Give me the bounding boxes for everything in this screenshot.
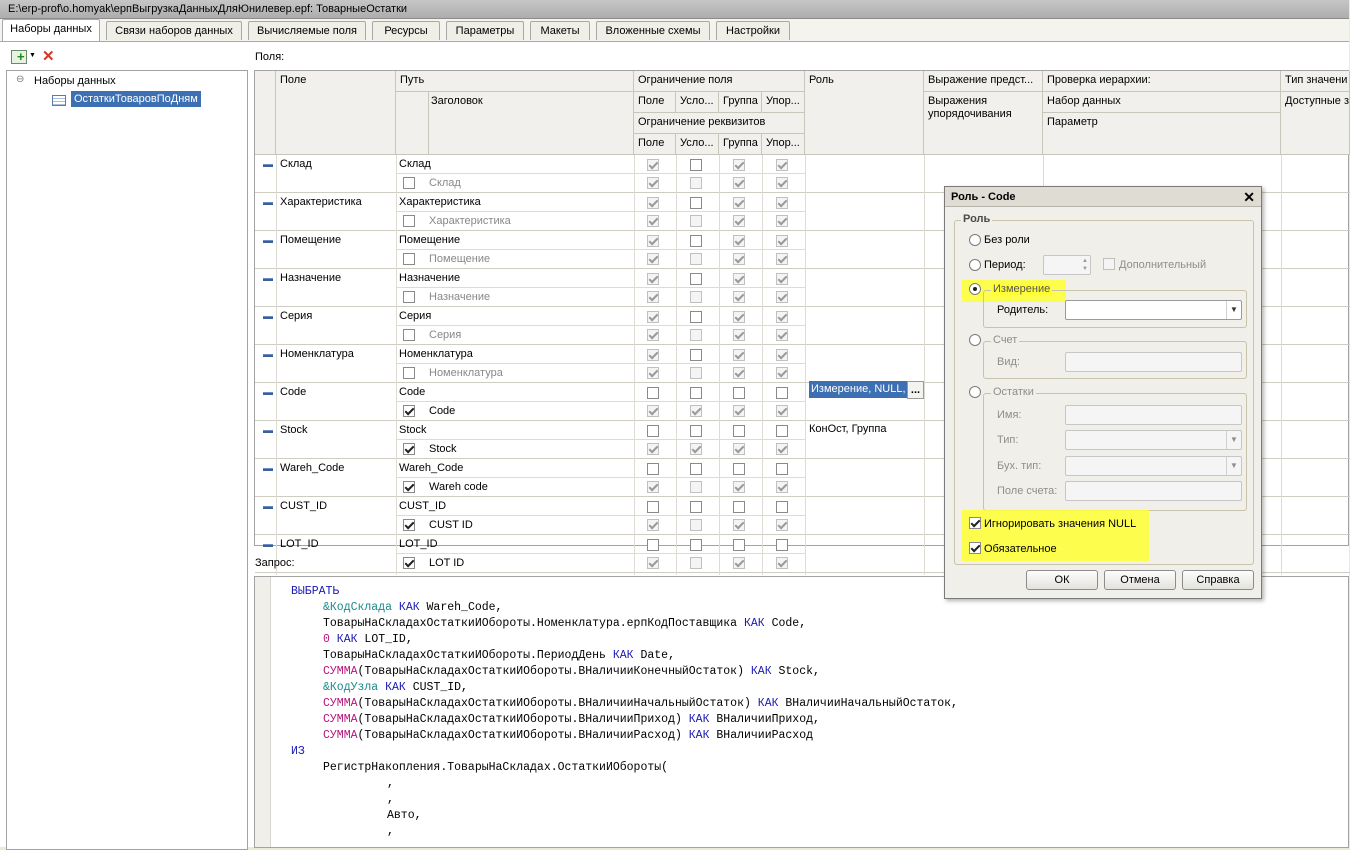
query-keyword: КАК <box>681 713 717 726</box>
attr-limit-checkbox[interactable] <box>690 557 702 569</box>
query-keyword: ИЗ <box>291 745 305 758</box>
add-dataset-icon[interactable]: + <box>11 50 27 64</box>
row-title-checkbox[interactable] <box>403 557 415 569</box>
close-icon[interactable]: ✕ <box>1243 189 1255 205</box>
attr-limit-checkbox[interactable] <box>647 519 659 531</box>
period-radio[interactable] <box>969 259 981 271</box>
attr-limit-checkbox[interactable] <box>690 177 702 189</box>
row-title-checkbox[interactable] <box>403 405 415 417</box>
limit-checkbox[interactable] <box>733 311 745 323</box>
attr-limit-checkbox[interactable] <box>690 291 702 303</box>
limit-checkbox[interactable] <box>733 501 745 513</box>
header-hier-set[interactable]: Набор данных <box>1043 92 1281 113</box>
header-attr-field[interactable]: Поле <box>634 134 676 155</box>
type-label: Тип: <box>997 434 1019 446</box>
column-divider <box>276 155 277 575</box>
row-field-icon <box>263 468 273 471</box>
row-field[interactable]: Помещение <box>280 234 342 246</box>
tab-settings[interactable]: Настройки <box>716 21 790 40</box>
attr-limit-checkbox[interactable] <box>776 291 788 303</box>
query-keyword: КАК <box>329 633 365 646</box>
column-divider <box>924 155 925 575</box>
limit-checkbox[interactable] <box>690 349 702 361</box>
row-title-checkbox[interactable] <box>403 215 415 227</box>
query-text: LOT_ID, <box>364 633 413 646</box>
limit-checkbox[interactable] <box>690 463 702 475</box>
subrow-divider <box>396 211 805 212</box>
account-radio[interactable] <box>969 334 981 346</box>
row-field-icon <box>263 506 273 509</box>
column-divider <box>762 155 763 575</box>
acc-field-label: Поле счета: <box>997 485 1058 497</box>
row-field[interactable]: Назначение <box>280 272 342 284</box>
limit-checkbox[interactable] <box>776 197 788 209</box>
header-limit-order[interactable]: Упор... <box>762 92 805 113</box>
row-field[interactable]: Характеристика <box>280 196 362 208</box>
tab-parameters[interactable]: Параметры <box>446 21 524 40</box>
row-title-checkbox[interactable] <box>403 367 415 379</box>
query-keyword: КАК <box>605 649 641 662</box>
query-function: СУММА <box>323 713 358 726</box>
limit-checkbox[interactable] <box>733 387 745 399</box>
ignore-null-checkbox[interactable] <box>969 517 981 529</box>
row-title-checkbox[interactable] <box>403 253 415 265</box>
row-path[interactable]: Помещение <box>399 234 461 246</box>
attr-limit-checkbox[interactable] <box>690 329 702 341</box>
row-title-checkbox[interactable] <box>403 443 415 455</box>
attr-limit-checkbox[interactable] <box>776 443 788 455</box>
limit-checkbox[interactable] <box>690 159 702 171</box>
limit-checkbox[interactable] <box>776 463 788 475</box>
attr-limit-checkbox[interactable] <box>647 443 659 455</box>
row-path[interactable]: Stock <box>399 424 427 436</box>
row-field-icon <box>263 354 273 357</box>
stepper-arrows-icon: ▲ ▼ <box>1082 258 1088 272</box>
query-text: РегистрНакопления.ТоварыНаСкладах.ОстаткиИОбороты( <box>323 761 669 774</box>
header-hier[interactable]: Проверка иерархии: <box>1043 71 1281 92</box>
query-number: 0 <box>323 633 330 646</box>
query-text: Stock, <box>778 665 820 678</box>
delete-icon[interactable]: ✕ <box>42 48 55 65</box>
limit-checkbox[interactable] <box>776 349 788 361</box>
row-field-icon <box>263 278 273 281</box>
row-field[interactable]: Номенклатура <box>280 348 354 360</box>
tab-resources[interactable]: Ресурсы <box>372 21 440 40</box>
no-role-label[interactable]: Без роли <box>984 234 1030 246</box>
subrow-divider <box>396 173 805 174</box>
balance-label[interactable]: Остатки <box>993 386 1034 398</box>
account-label[interactable]: Счет <box>993 334 1018 346</box>
attr-limit-checkbox[interactable] <box>776 329 788 341</box>
limit-checkbox[interactable] <box>776 425 788 437</box>
attr-limit-checkbox[interactable] <box>647 329 659 341</box>
limit-checkbox[interactable] <box>733 463 745 475</box>
row-path[interactable]: LOT_ID <box>399 538 438 550</box>
limit-checkbox[interactable] <box>776 539 788 551</box>
period-stepper[interactable] <box>1043 255 1091 275</box>
limit-checkbox[interactable] <box>733 197 745 209</box>
attr-limit-checkbox[interactable] <box>733 329 745 341</box>
limit-checkbox[interactable] <box>647 463 659 475</box>
query-text: ВНаличииНачальныйОстаток, <box>785 697 958 710</box>
limit-checkbox[interactable] <box>733 159 745 171</box>
header-attr-limit[interactable]: Ограничение реквизитов <box>634 113 805 134</box>
attr-limit-checkbox[interactable] <box>776 253 788 265</box>
query-text: ВНаличииРасход <box>716 729 814 742</box>
row-title[interactable]: Характеристика <box>429 215 511 227</box>
acc-type-label: Бух. тип: <box>997 460 1042 472</box>
attr-limit-checkbox[interactable] <box>690 215 702 227</box>
attr-limit-checkbox[interactable] <box>776 177 788 189</box>
kind-label: Вид: <box>997 356 1020 368</box>
row-field[interactable]: Серия <box>280 310 313 322</box>
grid-corner <box>255 71 276 155</box>
chevron-down-icon[interactable]: ▼ <box>1226 457 1241 475</box>
header-hier-param[interactable]: Параметр <box>1043 113 1281 155</box>
tab-dataset-links[interactable]: Связи наборов данных <box>106 21 242 40</box>
limit-checkbox[interactable] <box>647 425 659 437</box>
query-text: CUST_ID, <box>412 681 468 694</box>
header-role[interactable]: Роль <box>805 71 924 155</box>
row-field-icon <box>263 430 273 433</box>
row-path[interactable]: CUST_ID <box>399 500 447 512</box>
dropdown-arrow-icon[interactable]: ▼ <box>29 52 36 59</box>
limit-checkbox[interactable] <box>690 501 702 513</box>
attr-limit-checkbox[interactable] <box>690 519 702 531</box>
header-field-limit[interactable]: Ограничение поля <box>634 71 805 92</box>
row-title[interactable]: CUST ID <box>429 519 473 531</box>
row-field[interactable]: Wareh_Code <box>280 462 345 474</box>
limit-checkbox[interactable] <box>647 159 659 171</box>
limit-checkbox[interactable] <box>776 159 788 171</box>
ignore-null-label[interactable]: Игнорировать значения NULL <box>984 518 1137 530</box>
attr-limit-checkbox[interactable] <box>733 405 745 417</box>
subrow-divider <box>396 477 805 478</box>
limit-checkbox[interactable] <box>647 539 659 551</box>
row-title-checkbox[interactable] <box>403 177 415 189</box>
query-text: ВНаличииПриход, <box>716 713 820 726</box>
limit-checkbox[interactable] <box>733 235 745 247</box>
acc-field-input[interactable] <box>1065 481 1242 501</box>
name-label: Имя: <box>997 409 1022 421</box>
tab-nested-schemas[interactable]: Вложенные схемы <box>596 21 710 40</box>
attr-limit-checkbox[interactable] <box>690 253 702 265</box>
attr-limit-checkbox[interactable] <box>690 443 702 455</box>
row-path[interactable]: Номенклатура <box>399 348 473 360</box>
header-field[interactable]: Поле <box>276 71 396 155</box>
query-text: ТоварыНаСкладахОстаткиИОбороты.Номенклатура.ерпКодПоставщика <box>323 617 738 630</box>
query-keyword: КАК <box>681 729 717 742</box>
column-divider <box>805 155 806 575</box>
limit-checkbox[interactable] <box>733 349 745 361</box>
query-text: (ТоварыНаСкладахОстаткиИОбороты.ВНаличииПриход) <box>357 713 682 726</box>
query-text: , <box>387 825 394 838</box>
query-text: (ТоварыНаСкладахОстаткиИОбороты.ВНаличииКонечныйОстаток) <box>357 665 744 678</box>
attr-limit-checkbox[interactable] <box>776 215 788 227</box>
attr-limit-checkbox[interactable] <box>733 443 745 455</box>
additional-checkbox[interactable] <box>1103 258 1115 270</box>
header-limit-cond[interactable]: Усло... <box>676 92 719 113</box>
query-keyword: КАК <box>750 697 786 710</box>
attr-limit-checkbox[interactable] <box>733 291 745 303</box>
limit-checkbox[interactable] <box>647 387 659 399</box>
attr-limit-checkbox[interactable] <box>733 253 745 265</box>
limit-checkbox[interactable] <box>690 311 702 323</box>
row-path[interactable]: Характеристика <box>399 196 481 208</box>
row-title[interactable]: Номенклатура <box>429 367 503 379</box>
query-text: (ТоварыНаСкладахОстаткиИОбороты.ВНаличииНачальныйОстаток) <box>357 697 751 710</box>
dialog-title: Роль - Code <box>951 191 1016 203</box>
chevron-down-icon[interactable]: ▼ <box>1226 431 1241 449</box>
query-function: СУММА <box>323 697 358 710</box>
header-title[interactable]: Заголовок <box>429 92 634 155</box>
limit-checkbox[interactable] <box>647 349 659 361</box>
column-divider <box>1281 155 1282 575</box>
tab-layouts[interactable]: Макеты <box>530 21 590 40</box>
query-text: Date, <box>640 649 675 662</box>
attr-limit-checkbox[interactable] <box>776 481 788 493</box>
fields-label: Поля: <box>255 51 285 63</box>
row-title[interactable]: Stock <box>429 443 457 455</box>
dialog-titlebar <box>945 187 1261 207</box>
tab-datasets[interactable]: Наборы данных <box>2 19 100 41</box>
query-text: ТоварыНаСкладахОстаткиИОбороты.ПериодДень <box>323 649 606 662</box>
query-text: Wareh_Code, <box>426 601 503 614</box>
subrow-divider <box>396 363 805 364</box>
role-group-title: Роль <box>963 213 991 225</box>
row-title[interactable]: Помещение <box>429 253 491 265</box>
query-param: &КодУзла <box>323 681 379 694</box>
limit-checkbox[interactable] <box>733 539 745 551</box>
query-editor[interactable] <box>254 576 1349 848</box>
subrow-divider <box>396 401 805 402</box>
attr-limit-checkbox[interactable] <box>733 367 745 379</box>
attr-limit-checkbox[interactable] <box>647 215 659 227</box>
limit-checkbox[interactable] <box>733 273 745 285</box>
header-path[interactable]: Путь <box>396 71 634 92</box>
query-line: ВЫБРАТЬ <box>291 585 340 598</box>
row-field-icon <box>263 392 273 395</box>
header-attr-cond[interactable]: Усло... <box>676 134 719 155</box>
query-keyword: КАК <box>392 601 427 614</box>
column-divider <box>676 155 677 575</box>
limit-checkbox[interactable] <box>647 273 659 285</box>
role-cell-selected[interactable]: Измерение, NULL, <box>809 381 907 398</box>
additional-label: Дополнительный <box>1119 259 1207 271</box>
row-field[interactable]: Склад <box>280 158 312 170</box>
row-field[interactable]: LOT_ID <box>280 538 319 550</box>
role-select-button[interactable]: ... <box>907 381 924 399</box>
limit-checkbox[interactable] <box>690 425 702 437</box>
query-text: (ТоварыНаСкладахОстаткиИОбороты.ВНаличииРасход) <box>357 729 682 742</box>
column-divider <box>719 155 720 575</box>
row-title[interactable]: Code <box>429 405 456 417</box>
limit-checkbox[interactable] <box>690 235 702 247</box>
attr-limit-checkbox[interactable] <box>690 405 702 417</box>
attr-limit-checkbox[interactable] <box>776 405 788 417</box>
role-cell-stock[interactable]: КонОст, Группа <box>809 423 887 435</box>
query-text: , <box>387 777 394 790</box>
query-function: СУММА <box>323 729 358 742</box>
cancel-button[interactable]: Отмена <box>1104 570 1176 590</box>
limit-checkbox[interactable] <box>776 387 788 399</box>
row-title[interactable]: LOT ID <box>429 557 465 569</box>
attr-limit-checkbox[interactable] <box>647 291 659 303</box>
limit-checkbox[interactable] <box>690 197 702 209</box>
header-type[interactable]: Тип значени <box>1281 71 1350 92</box>
parent-select[interactable] <box>1065 300 1242 320</box>
attr-limit-checkbox[interactable] <box>647 367 659 379</box>
row-path[interactable]: Склад <box>399 158 431 170</box>
limit-checkbox[interactable] <box>690 539 702 551</box>
subrow-divider <box>396 553 805 554</box>
parent-label: Родитель: <box>997 304 1049 316</box>
row-field[interactable]: Stock <box>280 424 308 436</box>
limit-checkbox[interactable] <box>776 235 788 247</box>
acc-type-select[interactable] <box>1065 456 1242 476</box>
collapse-icon[interactable]: ⊖ <box>16 74 25 85</box>
row-title[interactable]: Склад <box>429 177 461 189</box>
query-label: Запрос: <box>255 557 295 569</box>
row-title-checkbox[interactable] <box>403 519 415 531</box>
query-keyword: КАК <box>743 665 779 678</box>
limit-checkbox[interactable] <box>690 273 702 285</box>
no-role-radio[interactable] <box>969 234 981 246</box>
attr-limit-checkbox[interactable] <box>647 177 659 189</box>
attr-limit-checkbox[interactable] <box>733 215 745 227</box>
row-title-checkbox[interactable] <box>403 329 415 341</box>
limit-checkbox[interactable] <box>647 311 659 323</box>
tree-item-dataset[interactable]: ОстаткиТоваровПоДням <box>71 91 201 107</box>
query-param: &КодСклада <box>323 601 393 614</box>
attr-limit-checkbox[interactable] <box>733 519 745 531</box>
limit-checkbox[interactable] <box>647 501 659 513</box>
subrow-divider <box>396 439 805 440</box>
limit-checkbox[interactable] <box>776 273 788 285</box>
header-expr[interactable]: Выражение предст... <box>924 71 1043 92</box>
query-text: , <box>387 793 394 806</box>
attr-limit-checkbox[interactable] <box>776 519 788 531</box>
query-text: Авто, <box>387 809 422 822</box>
row-field-icon <box>263 164 273 167</box>
column-divider <box>634 155 635 575</box>
query-function: СУММА <box>323 665 358 678</box>
row-field-icon <box>263 240 273 243</box>
dataset-tree <box>6 70 248 850</box>
kind-field[interactable] <box>1065 352 1242 372</box>
subrow-divider <box>396 325 805 326</box>
attr-limit-checkbox[interactable] <box>647 557 659 569</box>
balance-radio[interactable] <box>969 386 981 398</box>
header-attr-group[interactable]: Группа <box>719 134 762 155</box>
attr-limit-checkbox[interactable] <box>733 177 745 189</box>
subrow-divider <box>396 287 805 288</box>
attr-limit-checkbox[interactable] <box>690 481 702 493</box>
required-label[interactable]: Обязательное <box>984 543 1057 555</box>
query-gutter <box>255 577 271 847</box>
row-title[interactable]: Wareh code <box>429 481 488 493</box>
row-field-icon <box>263 202 273 205</box>
ok-button[interactable]: ОК <box>1026 570 1098 590</box>
limit-checkbox[interactable] <box>647 197 659 209</box>
tab-bar <box>0 19 1349 41</box>
period-label[interactable]: Период: <box>984 259 1026 271</box>
dimension-label[interactable]: Измерение <box>993 283 1051 295</box>
query-keyword: КАК <box>378 681 413 694</box>
attr-limit-checkbox[interactable] <box>776 367 788 379</box>
attr-limit-checkbox[interactable] <box>776 557 788 569</box>
tab-calculated-fields[interactable]: Вычисляемые поля <box>248 21 366 40</box>
tree-root-label[interactable]: Наборы данных <box>34 75 116 87</box>
limit-checkbox[interactable] <box>647 235 659 247</box>
row-field[interactable]: Code <box>280 386 307 398</box>
row-title[interactable]: Серия <box>429 329 462 341</box>
column-divider <box>396 155 397 575</box>
attr-limit-checkbox[interactable] <box>690 367 702 379</box>
row-field-icon <box>263 316 273 319</box>
type-select[interactable] <box>1065 430 1242 450</box>
role-dialog <box>944 186 1262 599</box>
subrow-divider <box>396 515 805 516</box>
row-title-checkbox[interactable] <box>403 481 415 493</box>
limit-checkbox[interactable] <box>690 387 702 399</box>
limit-checkbox[interactable] <box>776 311 788 323</box>
help-button[interactable]: Справка <box>1182 570 1254 590</box>
attr-limit-checkbox[interactable] <box>647 405 659 417</box>
attr-limit-checkbox[interactable] <box>733 557 745 569</box>
attr-limit-checkbox[interactable] <box>647 253 659 265</box>
window-title: E:\erp-prof\o.homyak\ерпВыгрузкаДанныхДляЮнилевер.epf: ТоварныеОстатки <box>8 3 408 15</box>
row-path[interactable]: Серия <box>399 310 432 322</box>
row-path[interactable]: Wareh_Code <box>399 462 464 474</box>
chevron-down-icon[interactable]: ▼ <box>1226 301 1241 319</box>
table-icon <box>52 95 66 106</box>
header-limit-field[interactable]: Поле <box>634 92 676 113</box>
header-title-spacer <box>396 92 429 155</box>
required-checkbox[interactable] <box>969 542 981 554</box>
header-limit-group[interactable]: Группа <box>719 92 762 113</box>
subrow-divider <box>396 249 805 250</box>
window-titlebar <box>0 0 1349 19</box>
attr-limit-checkbox[interactable] <box>733 481 745 493</box>
row-field-icon <box>263 544 273 547</box>
row-path[interactable]: Назначение <box>399 272 461 284</box>
header-avail[interactable]: Доступные з <box>1281 92 1350 155</box>
row-field[interactable]: CUST_ID <box>280 500 328 512</box>
header-attr-order[interactable]: Упор... <box>762 134 805 155</box>
limit-checkbox[interactable] <box>776 501 788 513</box>
dimension-radio[interactable] <box>969 283 981 295</box>
row-title-checkbox[interactable] <box>403 291 415 303</box>
attr-limit-checkbox[interactable] <box>647 481 659 493</box>
header-expr-order[interactable]: Выражения упорядочивания <box>924 92 1043 155</box>
row-path[interactable]: Code <box>399 386 426 398</box>
query-text: Code, <box>771 617 807 630</box>
name-field[interactable] <box>1065 405 1242 425</box>
row-title[interactable]: Назначение <box>429 291 491 303</box>
query-keyword: КАК <box>737 617 772 630</box>
limit-checkbox[interactable] <box>733 425 745 437</box>
